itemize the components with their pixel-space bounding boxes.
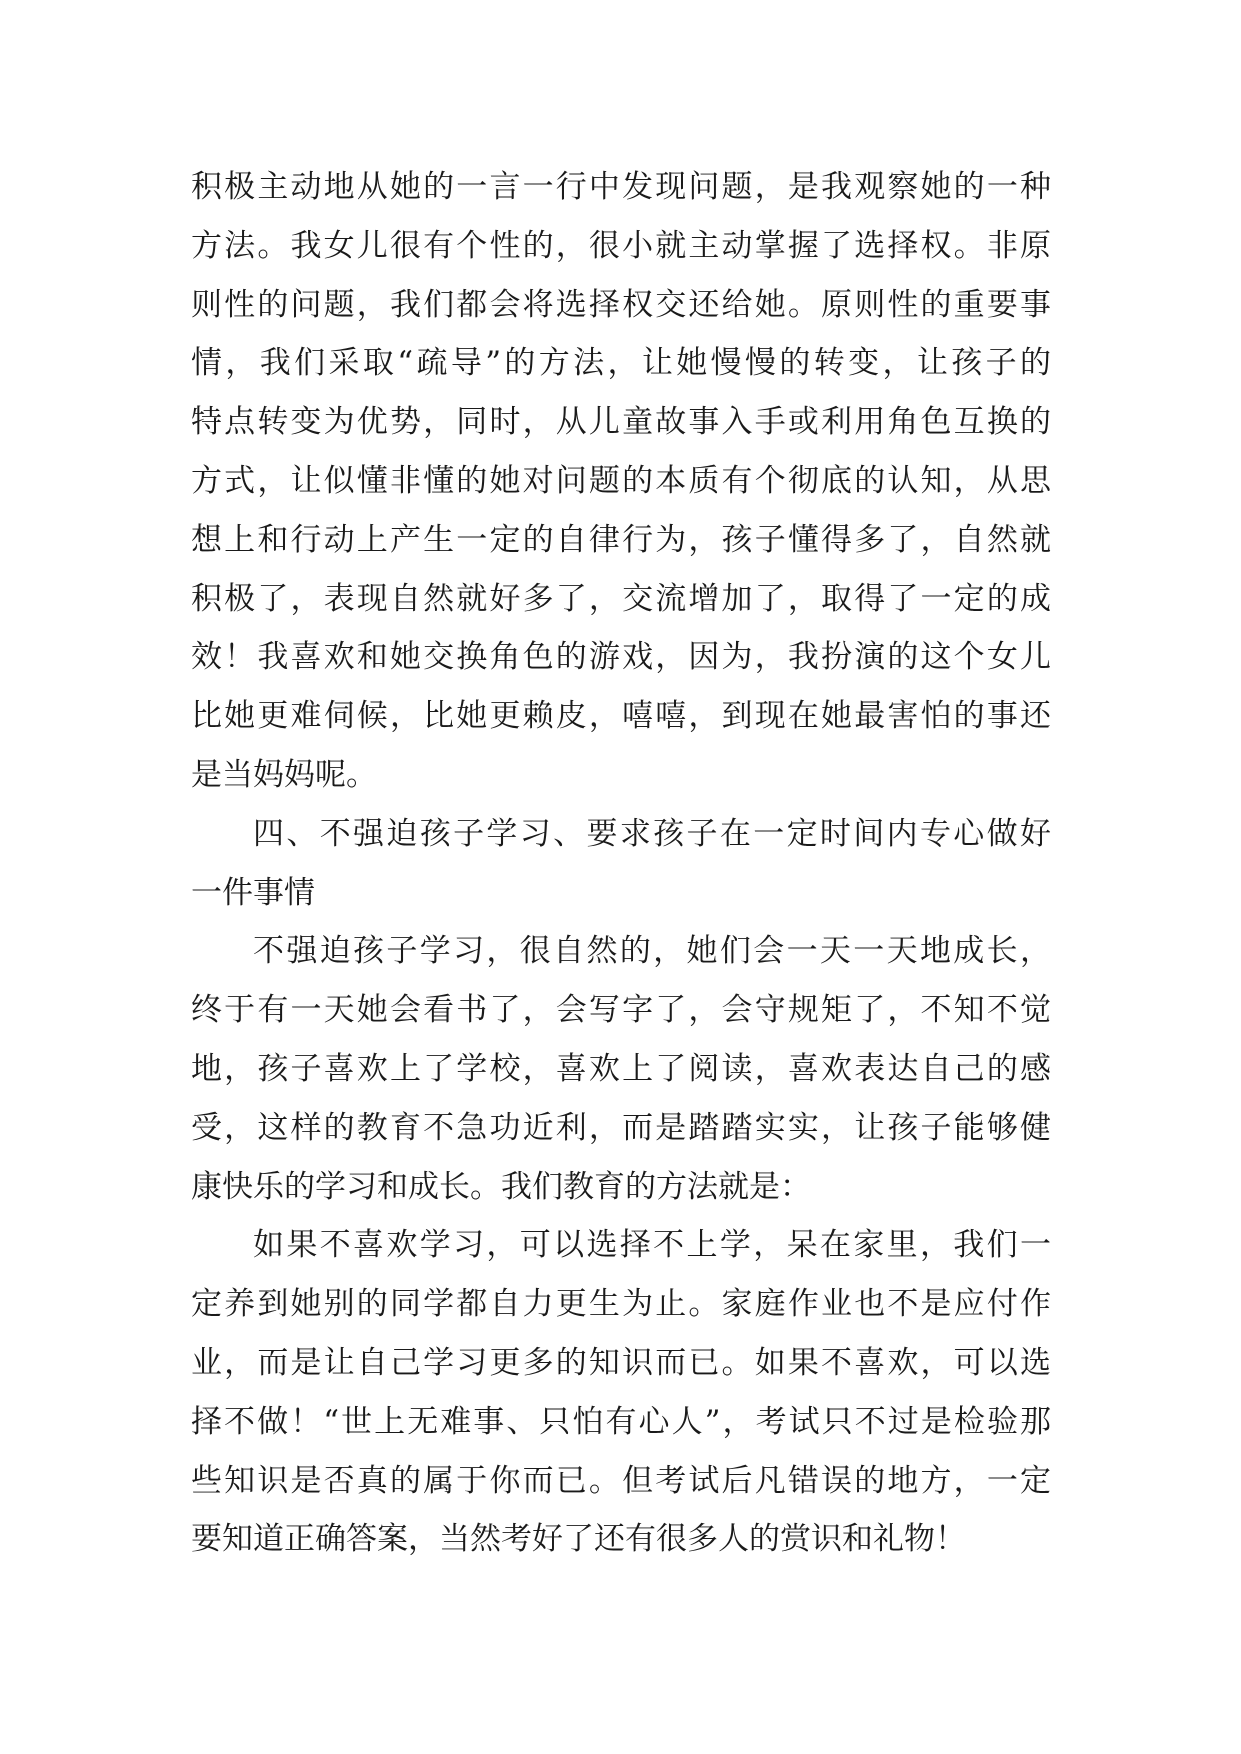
text-line: 积极主动地从她的一言一行中发现问题，是我观察她的一种 (191, 169, 1051, 205)
text-line: 想上和行动上产生一定的自律行为，孩子懂得多了，自然就 (191, 521, 1051, 558)
text-line: 不强迫孩子学习，很自然的，她们会一天一天地成长， (253, 933, 1051, 970)
text-line: 比她更难伺候，比她更赖皮，嘻嘻，到现在她最害怕的事还 (191, 698, 1051, 735)
text-line: 定养到她别的同学都自力更生为止。家庭作业也不是应付作 (191, 1286, 1051, 1323)
text-line: 一件事情 (191, 874, 315, 911)
text-line: 受，这样的教育不急功近利，而是踏踏实实，让孩子能够健 (191, 1109, 1051, 1146)
text-line: 四、不强迫孩子学习、要求孩子在一定时间内专心做好 (253, 815, 1051, 852)
text-line: 要知道正确答案，当然考好了还有很多人的赏识和礼物！ (191, 1521, 966, 1558)
text-line: 方式，让似懂非懂的她对问题的本质有个彻底的认知，从思 (191, 462, 1051, 499)
body-text (191, 158, 1051, 1569)
text-line: 积极了，表现自然就好多了，交流增加了，取得了一定的成 (191, 580, 1051, 617)
text-line: 择不做！“世上无难事、只怕有心人”，考试只不过是检验那 (191, 1403, 1051, 1440)
text-line: 终于有一天她会看书了，会写字了，会守规矩了，不知不觉 (191, 992, 1051, 1029)
text-line: 情，我们采取“疏导”的方法，让她慢慢的转变，让孩子的 (191, 345, 1051, 382)
text-line: 业，而是让自己学习更多的知识而已。如果不喜欢，可以选 (191, 1344, 1051, 1381)
text-line: 则性的问题，我们都会将选择权交还给她。原则性的重要事 (191, 286, 1051, 323)
text-line: 是当妈妈呢。 (191, 756, 377, 793)
text-line: 效！我喜欢和她交换角色的游戏，因为，我扮演的这个女儿 (191, 639, 1051, 676)
text-line: 地，孩子喜欢上了学校，喜欢上了阅读，喜欢表达自己的感 (191, 1050, 1051, 1087)
text-line: 方法。我女儿很有个性的，很小就主动掌握了选择权。非原 (191, 227, 1051, 264)
text-line: 特点转变为优势，同时，从儿童故事入手或利用角色互换的 (191, 404, 1051, 441)
text-line: 康快乐的学习和成长。我们教育的方法就是： (191, 1168, 811, 1205)
text-line: 些知识是否真的属于你而已。但考试后凡错误的地方，一定 (191, 1462, 1051, 1499)
text-line: 如果不喜欢学习，可以选择不上学，呆在家里，我们一 (253, 1227, 1051, 1264)
